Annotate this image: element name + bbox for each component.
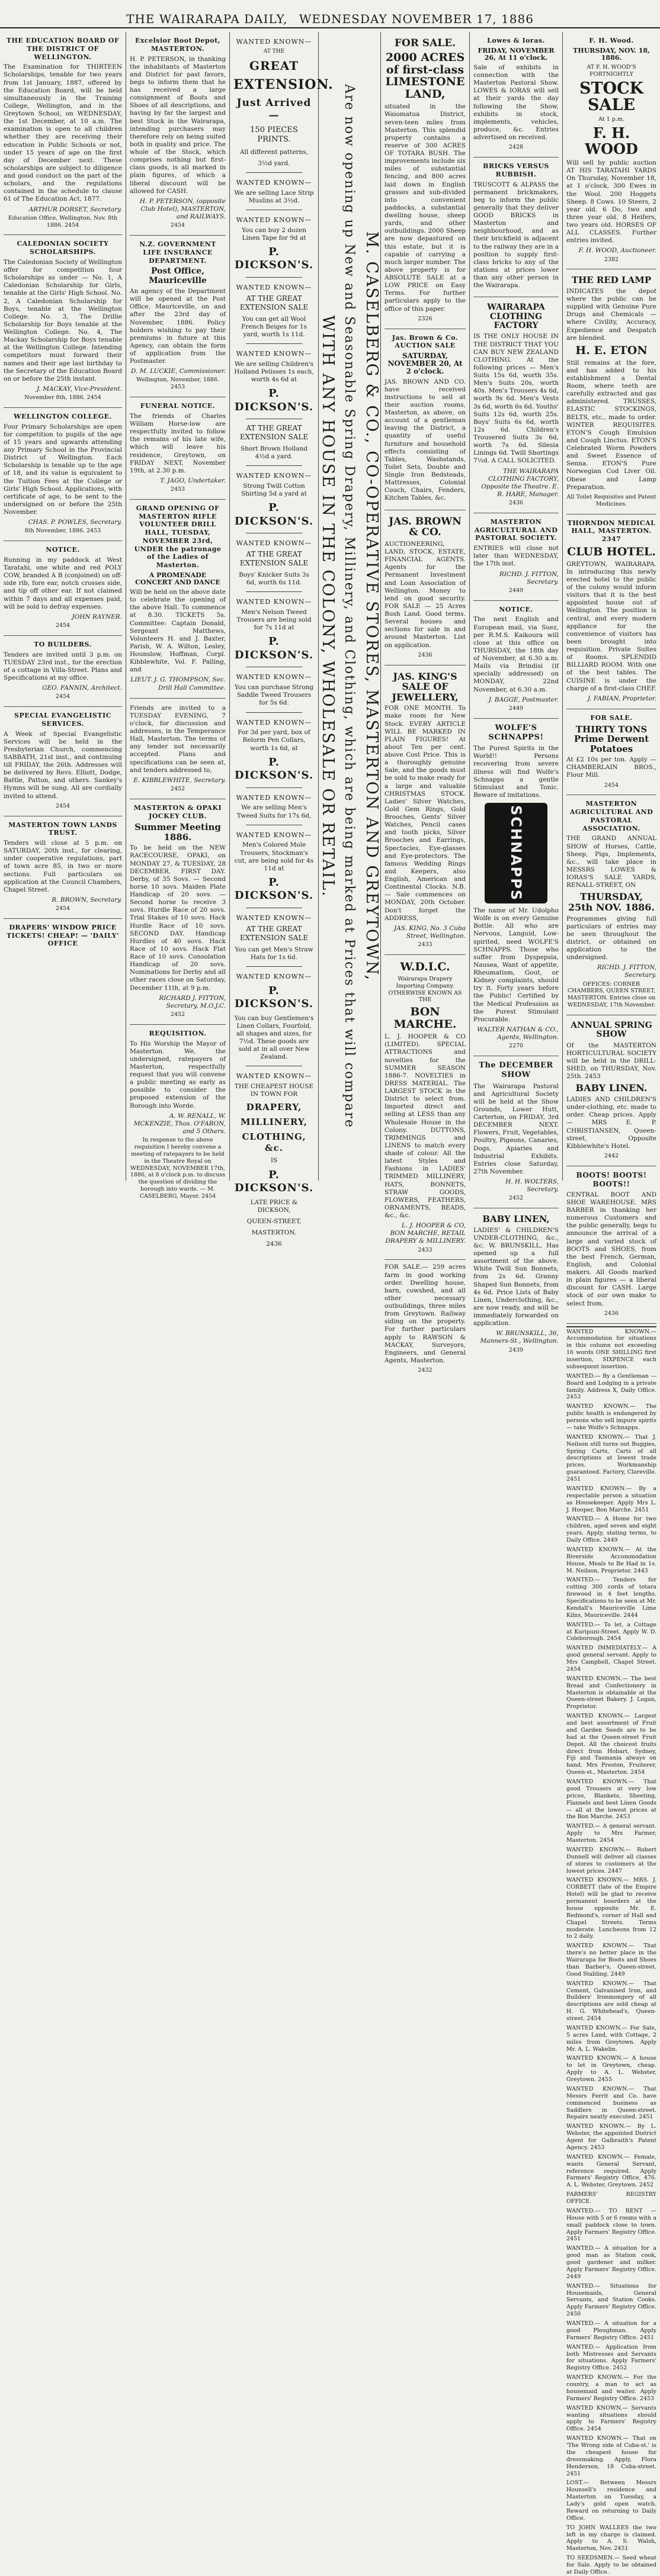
ad-footer: 2452 [170,785,185,792]
ad-title: Post Office, Mauriceville [149,266,207,285]
temperance-ad [130,699,226,799]
shirting-line: Strong Twill Cotton Shirting 5d a yard at [241,483,307,498]
classified-item: TO JOHN WALLEES the two left in my charge is claimed. Apply to A. S. Walsh, Masterton, Nov. 2451 [566,2524,656,2552]
ad-number: 2436 [266,1240,282,1247]
ad-body: INDICATES the depot where the public can be supplied with Genuine Pure Drugs and Chemicals — where Civility, Accuracy, Expedience and Despatch are blended. [566,287,656,342]
dickson-name: P. DICKSON'S. [234,984,314,1011]
ad-footer: 2436 [604,1310,619,1317]
ad-footer: 2452 [170,1011,185,1018]
wanted-known-label: WANTED KNOWN— [236,972,312,980]
caselberg-banner-column [318,32,380,1181]
extension-sale-label: AT THE GREAT EXTENSION SALE [239,924,309,942]
ad-heading: REQUISITION. [149,1029,207,1037]
ad-signature: E. KIBBLEWHITE, Secretary. [133,776,226,784]
ad-body: TRUSCOTT & ALPASS the permanent brickmakers, beg to inform the public generally that they deliver GOOD BRICKS in Masterton and neighbourhood, and as their brickfield is adjacent to the railway they are in a position to supply first-class bricks to any of the stations at prices lower than any other person in the Wairarapa. [473,181,559,290]
wanted-known-label: WANTED KNOWN— [236,349,312,358]
ad-body: LADIES' & CHILDREN'S UNDER-CLOTHING, &c., &c. W. BRUNSKILL, Has opened up a full assortment of the above. White Twill Sun Bonnets, from 2s 6d. Granny Shaped Sun Bonnets, from 4s 6d. Price Lists of Baby Linen, Underclothing, &c., are now ready, and will be immediately forwarded on application. [473,1226,559,1327]
to-builders-ad [4,636,122,707]
classified-item: WANTED KNOWN.— By a respectable person a situation as Housekeeper. Apply Mrs L. J. Hooper, Bon Marche. 2451 [566,1485,656,1513]
classified-item: WANTED KNOWN.— Largest and best assortment of Fruit and Garden Seeds are to be had at the Queen-street Fruit Depot. All the choicest fruits direct from Hobart, Sydney, Fiji and Tasmania always on hand. Mrs Preston, Fruiterer, Queen-st., Masterton. 2454 [566,1713,656,1776]
ad-footer: 2454 [170,222,185,229]
ad-heading: MASTERTON TOWN LANDS TRUST. [8,821,117,837]
great-heading: GREAT [249,59,299,73]
price-tickets-ad [4,919,122,955]
ad-footer: 2452 [508,1195,524,1202]
ad-footer: 2433 [418,1246,432,1253]
ad-signature: JAS. KING, No. 3 Cuba Street, Wellington. [394,924,466,940]
collars-box-line: For 3d per yard, box of Relorm Pen Collars, worth 1s 6d, at [238,729,310,752]
wanted-known-label: WANTED KNOWN— [236,914,312,922]
dickson-name: P. DICKSON'S. [234,387,314,413]
ad-footer: 2454 [55,622,71,629]
ad-footer: Education Office, Wellington, Nov. 8th 1886. 2454 [8,214,118,229]
funeral-notice-ad [130,397,226,500]
wanted-known-label: WANTED KNOWN— [236,178,312,186]
ad-heading: MASTERTON AGRICULTURAL AND PASTORAL SOCIETY. [474,517,558,542]
drapery-label: DRAPERY, [246,1102,302,1113]
ad-signature: A. W. RENALL, W. MCKENZIE, Thos. O'FARON, and 5 Others. [133,1112,226,1135]
classified-item: WANTED KNOWN.— For the country, a man to act as housemaid and waiter. Apply Farmers' Registry Office. 2453 [566,2374,656,2402]
ad-body: Friends are invited to a TUESDAY EVENING, 7 o'clock, for discussion and addresses, in the Temperance Hall, Masterton. The terms of any tender not necessarily accepted. Plans and specifications can be seen at, and tenders addressed to, [130,704,226,774]
spring-show-ad [566,1015,656,1166]
classified-item: WANTED.— A general servant. Apply to Mrs Farmer, Masterton. 2454 [566,1823,656,1844]
clothing-factory-ad [473,297,559,513]
ad-body: Running in my paddock at West Taratahi, one white and red POLY COW, branded A B (conjoined) on off-side rib, fore ear, notch crosses side, and tip off other ear. If not claimed within 7 days and all expenses paid, will be sold to defray expenses. [4,556,122,610]
banner-line-3: WITH ANY HOUSE IN THE COLONY, WHOLESALE OR RETAIL. [319,315,338,898]
ad-body: AUCTIONEERING, LAND, STOCK, ESTATE, FINANCIAL AGENTS. Agents for the Permanent Investment and Loan Association of Wellington. Money to lend on good security. FOR SALE — 25 Acres Bush Land. Good terms. Several houses and sections for sale in and around Masterton. List on application. [385,540,466,649]
ad-signature: F. H. WOOD, Auctioneer. [578,247,656,255]
ad-footer: 2453 [170,486,185,493]
extension-sale-label: AT THE GREAT EXTENSION SALE [239,550,309,567]
classified-item: WANTED.— Application from both Mistresses and Servants for situations. Apply Farmers' Registry Office. 2452 [566,2343,656,2372]
baby-linen-brunskill-ad [473,1208,559,1359]
ad-signature: CHAS. P. POWLES, Secretary. [28,519,122,526]
wanted-known-label: WANTED KNOWN— [236,283,312,291]
potatoes-ad [566,709,656,796]
ad-footer: 2382 [604,256,619,263]
patterns-line: All different patterns, [239,148,309,156]
red-lamp-ad [566,269,656,514]
ad-footer: 2449 [508,587,524,594]
ad-heading: BRICKS VERSUS RUBBISH. [483,162,549,178]
ad-intro: AT F. H. WOOD'S FORTNIGHTLY [587,63,636,78]
ad-body: CENTRAL BOOT AND SHOE WAREHOUSE. MRS BARBER in thanking her numerous Customers and the public generally, begs to announce the arrival of a large and varied stock of BOOTS and SHOES, from the best French, German, English, and Colonial makers. All Goods marked in plain figures — a liberal discount for CASH. Large stock of our own make to select from. [566,1191,656,1307]
ad-signature: R. BROWN, Secretary. [52,896,122,903]
dickson-name: P. DICKSON'S. [234,635,314,661]
life-insurance-ad [130,236,226,397]
ad-heading: TO BUILDERS. [34,640,92,648]
ad-body: The friends of Charles William Horse-low are respectfully invited to follow the remains of his late wife, which will leave his residence, Greytown, on FRIDAY NEXT, November 19th, at 2.30 p.m. [130,412,226,474]
ad-body: Of the MASTERTON HORTICULTURAL SOCIETY will be held in the DRILL-SHED, on THURSDAY, Nov. 25th. 2453 [566,1041,656,1080]
ad-heading: SPECIAL EVANGELISTIC SERVICES. [14,712,111,728]
clothing-label: CLOTHING, &c. [242,1131,306,1153]
ad-footer: 2432 [418,1367,432,1374]
ad-heading: N.Z. GOVERNMENT LIFE INSURANCE DEPARTMENT. [139,240,216,265]
jewellery-sale-ad [385,665,466,955]
baby-linen-heading: BABY LINEN. [575,1082,648,1094]
classified-item: WANTED IMMEDIATELY.— A good general servant. Apply to Mrs Campbell, Chapel Street. 2454 [566,1645,656,1673]
ad-body-2: LADIES AND CHILDREN'S under-clothing, etc. made to order. Cheap prices. Apply — MRS E. P. CHRISTIANSEN, Queen-street, Opposite Kibblewhite's Hotel. [566,1096,656,1150]
ad-body: situated in the Waiomatua District, seven-teen miles from Masterton. This splendid property contains a reserve of 300 ACRES OF TOTARA BUSH. The improvements include six miles of substantial fencing, and 800 acres laid down in English grasses and sub-divided into convenient paddocks, a substantial dwelling house, sheep yards, and other outbuildings. 2000 Sheep are now depastured on this estate, but it is capable of carrying a much larger number. The above property is for ABSOLUTE SALE at a LOW PRICE on Easy Terms. For further particulars apply to the office of this paper. [385,103,466,313]
ad-signature: GEO. FANNIN, Architect. [42,684,122,692]
ad-signature: ARTHUR DORSET, Secretary. [28,205,122,213]
boot-warehouse-ad [566,1166,656,1324]
tweed-suits-line: We are selling Men's Tweed Suits for 17s 6d, [236,804,312,819]
classified-item: WANTED KNOWN.— That J. Neilson still turns out Buggies, Spring Carts, Carts of all descriptions at lowest trade prices. Workmanship guaranteed. Factory, Clareville. 2451 [566,1433,656,1482]
classified-item: LOST.— Between Messrs Hounsell's residence and Masterton on Tuesday, a Lady's gold open watch. Reward on returning to Daily Office. [566,2479,656,2522]
issue-date: WEDNESDAY NOVEMBER 17, 1886 [299,12,534,26]
ad-body: IS THE ONLY HOUSE IN THE DISTRICT THAT YOU CAN BUY NEW ZEALAND CLOTHING. At the following prices — Men's Suits 15s 6d, worth 35s. Men's Suits 20s, worth 40s. Men's Trousers 4s 6d, worth 9s 6d. Men's Vests 3s 6d, worth 6s 6d. Youths' Suits 12s 6d, worth 25s. Boys' Suits 6s 6d, worth 12s 6d. Children's Trousered Suits 3s 6d, worth 7s 6d. Silesia Linings 6d. Twill Shortings 7½d. A CALL SOLICITED. [473,333,559,465]
ad-signature: THE WAIRARAPA CLOTHING FACTORY, Opposite the Theatre. E. R. HARE, Manager. [481,467,559,498]
caselberg-banner [316,44,383,1169]
ad-body: The Wairarapa Pastoral and Agricultural Society will be held at the Show Grounds, Lower Hutt, Carterton, on FRIDAY, 3rd DECEMBER NEXT. Flowers, Fruit, Vegetables, Poultry, Pigeons, Canaries, Dogs, Apiaries and Industrial Exhibits. Entries close Saturday, 27th November. [473,1082,559,1175]
classified-item: WANTED.— TO RENT — House with 5 or 6 rooms with a small paddock close to town. Apply Farmers' Registry Office. 2451 [566,2207,656,2243]
divider [246,966,303,967]
ad-signature: J. BAGGE, Postmaster. [488,696,559,703]
muslin-line: We are selling Lace Strip Muslins at 3½d. [234,189,314,204]
divider [246,343,303,344]
ad-body: Sale of exhibits in connection with the Masterton Pastoral Show. LOWES & IORAS will sell at their yards the day following the Show, exhibits in stock, implements, vehicles, produce, &c. Entries advertised on received. [473,63,559,141]
ad-body: An agency of the Department will be opened at the Post Office, Mauriceville, on and after the 23rd day of November, 1886. Policy holders wishing to pay their premiums in future at this Agency, can obtain the form of application from the Postmaster. [130,288,226,365]
ad-heading: F. H. Wood. [589,37,634,44]
bon-marche-heading: BON MARCHE. [393,1005,457,1031]
ad-body: Will sell by public auction AT HIS TARATAHI YARDS On Thursday, November 18, at 1 o'clock, 300 Ewes in the Wool. 200 Hoggets Sheep. 8 Cows. 10 Steers, 2 year old. 6 Do, two and three year old. 8 Heifers, two years old. HORSES OF ALL CLASSES. Further entries invited. [566,159,656,245]
ad-signature: JOHN RAYNER. [72,613,122,620]
ad-title: A PROMENADE CONCERT AND DANCE [135,571,220,586]
ad-signature: D. M. LUCKIE, Commissioner. [130,368,226,375]
ad-heading: Excelsior Boot Depot, MASTERTON. [134,37,220,53]
ad-signature: RICHARD J. FITTON, Secretary, M.O.J.C. [159,994,226,1009]
ad-body: The Examination for THIRTEEN Scholarships, tenable for two years from 1st January, 1887, offered by the Education Board, will be held simultaneously in the Training College, Wellington, and in the Greytown School, on WEDNESDAY, the 1st December, at 10 a.m. The examination is open to all children whether they are receiving their education in Public Schools or not, under 15 years of age on the first day of December next. These scholarships are subject to diligence and good conduct on the part of the scholars, and the regulations contained in the schedule to clause 61 of The Education Act, 1877. [4,63,122,203]
dickson-name: P. DICKSON'S. [234,876,314,902]
ad-heading: The DECEMBER SHOW [479,1061,553,1080]
bon-marche-ad [385,955,466,1260]
dickson-name: P. DICKSON'S. [234,755,314,782]
ad-signature: J. FABIAN, Proprietor. [587,694,656,702]
ad-signature: RICHD. J. FITTON, Secretary. [499,570,559,586]
classified-item: WANTED KNOWN.— That good Trousers at very low prices, Blankets, Sheeting, Flannels and best Linen Goods — all at the lowest prices at the Bon Marche. 2453 [566,1779,656,1821]
ad-heading: THE EDUCATION BOARD OF THE DISTRICT OF WELLINGTON. [6,37,120,61]
annual-show-ad [566,795,656,1015]
price-line: 3½d yard. [258,159,290,167]
ad-title: CLUB HOTEL. [567,545,656,558]
ad-footer: In response to the above requisition I hereby convene a meeting of ratepayers to be held in the Theatre Royal on WEDNESDAY, NOVEMBER 17th, 1886, at 8 o'clock p.m. to discuss the question of dividing the borough into wards. — M. CASELBERG, Mayor. 2454 [130,1137,226,1200]
auction-sale-ad [385,329,466,510]
ad-time: At 1 p.m. [598,116,624,123]
ad-body: FOR ONE MONTH. To make room for New Stock. EVERY ARTICLE WILL BE MARKED IN PLAIN FIGURES! At about Ten per cent. above Cost Price. This is a thoroughly genuine Sale, and the goods must be sold to make ready for a large and valuable CHRISTMAS STOCK. Ladies' Silver Watches, Gold Gem Rings, Gold Brooches, Gents' Silver Watches, Pencil cases and tooth picks, Silver Brooches and Earrings, Spectacles, Eye-glasses and Eye-protectors. The famous Wedding Rings and Keepers, also English, American and Continental Clocks. N.B. — Sale commences on MONDAY, 20th October. Don't forget the ADDRESS, [385,705,466,922]
ad-title: SATURDAY, NOVEMBER 20, At 2 o'clock. [387,352,463,376]
prints-count: 150 PIECES PRINTS. [250,126,298,144]
classifieds-list [566,1326,656,2576]
pelisses-line: We are selling Children's Holland Pelisses 1s each, worth 4s 6d at [234,360,314,383]
ad-footer: 2454 [55,905,71,912]
wanted-known-label: WANTED KNOWN— [236,38,312,46]
ad-body: GREYTOWN, WAIRARAPA. In introducing this newly erected hotel to the public of the colony would inform visitors that it is the best appointed house out of Wellington. The position is central, and every modern appliance for the convenience of visitors has been brought into requisition. Private Suites of Rooms. SPLENDID BILLIARD ROOM. With one of the best tables. The CUISINE is under the charge of a first-class CHEF. [566,560,656,692]
lowes-ioras-ad [473,32,559,157]
classified-item: FARMERS' REGISTRY OFFICE. [566,2191,656,2205]
tweed-trousers-line: Men's Nelson Tweed Trousers are being sold for 7s 11d at [236,609,312,632]
bottle-label: SCHNAPPS [508,805,524,902]
paper-title: THE WAIRARAPA DAILY, [126,12,288,26]
ad-footer: 2454 [604,782,619,789]
divider [246,465,303,466]
classified-item: WANTED KNOWN.— For Sale, 5 acres Land, with Cottage, 2 miles from Greytown. Apply Mr. A. L. Wakelin. [566,2024,656,2053]
masthead [0,12,660,28]
ad-body: ENTRIES will close not later than WEDNESDAY, the 17th inst. [473,545,559,568]
classified-item: WANTED KNOWN.— The public health is endangered by persons who sell impure spirits — take Wolfe's Schnapps. [566,1403,656,1431]
boot-depot-ad [130,32,226,236]
ad-heading: CALEDONIAN SOCIETY SCHOLARSHIPS. [17,240,109,256]
ad-heading: MASTERTON AGRICULTURAL AND PASTORAL ASSOCIATION. [569,800,653,832]
classified-item: WANTED.— To let, a Cottage at Kuripuni-Street. Apply W. D. Coleborough. 2454 [566,1621,656,1642]
classified-item: WANTED.— A Home for two children, aged seven and eight years. Apply, stating terms, to Daily Office. 2449 [566,1516,656,1543]
ad-signature: J. MACKAY, Vice-President. [37,385,122,393]
classified-item: WANTED KNOWN.— MRS. J. CORBETT (late of the Empire Hotel) will be glad to receive permanent boarders at the house opposite Mr. E. Redmond's, corner of Hall and Chapel Streets. Terms moderate. Luncheons from 12 to 2 daily. [566,1877,656,1940]
ad-signature: RICHD. J. FITTON, Secretary. [597,964,656,979]
banner-line-1: M. CASELBERG & CO., CO-OPERATIVE STORES, MASTERTON AND GREYTOWN, [363,231,381,982]
extension-heading: EXTENSION. [233,77,334,92]
wellington-college-ad [4,408,122,541]
ad-body: Tenders will close at 5 p.m. on SATURDAY, 20th inst., for clearing, under cooperative regulations, part of town acre 85, in two or more sections. Full particulars on application at the Council Chambers, Chapel Street. [4,840,122,893]
divider [246,787,303,788]
town-line: MASTERTON. [251,1228,297,1236]
ad-signature: L. J. HOOPER & CO, BON MARCHE, RETAIL DRAPERY & MILLINERY. [385,1222,466,1245]
december-show-ad [473,1056,559,1208]
classified-item: WANTED KNOWN.— That on 'The Wrong side of Cuba-st.' is the cheapest house for dressmaking. Apply, Flora Henderson, 18 Cuba-street. 2451 [566,2435,656,2477]
classified-item: WANTED KNOWN.— Robert Dunnell will deliver all classes of stores to customers at the lowest prices. 2447 [566,1846,656,1874]
ad-heading: WOLFE'S SCHNAPPS! [488,723,544,742]
ad-body: FOR SALE.— 259 acres farm in good working order. Dwelling house, barn, cowshed, and all other necessary outbuildings, three miles from Greytown. Railway siding on the property. For further particulars apply to RAWSON & MACKAY, Surveyors, Engineers, and General Agents, Masterton. [385,1263,466,1364]
classified-item: WANTED KNOWN.— That Messrs Ferrit and Co. have commenced business as Saddlers in Queen-street. Repairs neatly executed. 2451 [566,2085,656,2121]
ad-title: JAS. BROWN & CO. [389,515,462,539]
classified-item: WANTED KNOWN.— Servants wanting situations should apply to Farmers' Registry Office. 2454 [566,2404,656,2433]
classified-item: TO SEEDSMEN.— Seed wheat for Sale. Apply to be obtained at Daily Office. [566,2555,656,2575]
ad-body: Will be held on the above date to celebrate the opening of the above Hall. To commence at 8.30. TICKETS 5s. Committee: Captain Donald, Sergeant Matthews, Volunteers H. and J. Baxter, Parish, W. A. Wilton, Lesley, Hounslow, Hoffman, Corpl. Kibblewhite, Vol. F. Palling, and [130,588,226,674]
ad-signature: T. JAGO, Undertaker. [160,477,226,484]
ad-footer: Wellington, November, 1886. 2453 [136,377,220,391]
limestone-land-ad [385,32,466,329]
classified-item: WANTED KNOWN.— The best Bread and Confectionery in Masterton is obtainable at the Queen-street Bakery. J. Logan, Proprietor. [566,1675,656,1710]
ad-heading: THORNDON MEDICAL HALL, MASTERTON. 2347 [567,519,656,543]
saddle-tweed-line: You can purchase Strong Saddle Tweed Trousers for 5s 6d. [234,684,314,707]
mole-trousers-line: Men's Colored Mole Trousers, Stockman's cut, are being sold for 4s 11d at [234,841,314,872]
dickson-name: P. DICKSON'S. [234,245,314,272]
ad-footer: 2428 [508,144,524,151]
ad-body: To be held on the NEW RACECOURSE, OPAKI, on MONDAY 27, & TUESDAY, 28 DECEMBER. FIRST DAY. Derby, of 35 Sovs. — Second horse 10 sovs. Maiden Plate Handicap of 20 sovs. — Second horse to receive 3 sovs. Hurdle Race of 20 sovs. Trial Stakes of 10 sovs. Hack Hurdle Race of 10 sovs. SECOND DAY. Handicap Hurdles of 40 sovs. Hack Race of 10 sovs. Hack Flat Race of 10 sovs. Consolation Handicap of 20 sovs. Nominations for Derby and all other races close on Saturday, December 11th, at 9 p.m. [130,844,226,992]
chemist-name: H. E. ETON [575,343,648,357]
column-6 [469,32,562,1353]
divider [246,172,303,173]
ad-footer: November 8th, 1886. 2454 [24,394,101,401]
ad-title: Summer Meeting 1886. [134,822,221,842]
ad-body: At £2 10s per ton. Apply — CHAMBERLAIN BROS., Flour Mill. [566,756,656,779]
at-the-label: AT THE [263,48,285,54]
wanted-known-label: WANTED KNOWN— [236,673,312,681]
classified-item: WANTED KNOWN.— That Cement, Galvanised Iron, and Builders' Ironmongery of all descriptions are sold cheap at H. G. Whitehead's, Queen-street. 2454 [566,1980,656,2022]
ad-heading: GRAND OPENING OF MASTERTON RIFLE VOLUNTEER DRILL HALL, TUESDAY, NOVEMBER 23rd, UNDER the patronage of the Ladies of Masterton. [134,504,222,570]
ad-heading: Jas. Brown & Co. AUCTION SALE [392,333,459,350]
cheapest-house-line: THE CHEAPEST HOUSE IN TOWN FOR [234,1083,314,1098]
brown-holland-line: Short Brown Holland 4½d a yard. [241,445,307,461]
agricultural-entries-ad [473,513,559,601]
ad-heading: NOTICE. [499,605,533,613]
schnapps-ad [473,719,559,1056]
straw-hats-line: You can get Men's Straw Hats for 1s 6d. [235,946,313,961]
classified-item: WANTED.— A situation for a good Ploughman. Apply Farmers' Registry Office. 2451 [566,2320,656,2341]
classified-item: WANTED.— A situation for a good man as Station cook, good gardener and milker. Apply Farmers' Registry Office. 2449 [566,2245,656,2280]
ad-footer: 2433 [418,941,432,948]
ad-heading: ANNUAL SPRING SHOW [571,1021,652,1040]
dickson-name: P. DICKSON'S. [234,1168,314,1194]
classified-item: WANTED KNOWN.— Accommodation for situations in this column not exceeding 16 words ONE SHILLING first insertion, SIXPENCE each subsequent insertion. [566,1328,656,1370]
classified-item: WANTED KNOWN.— That there's no better place in the Wairarapa for Boots and Shoes than Barber's, Queen-street. Good Stabling. 2449 [566,1943,656,1977]
ad-heading: DRAPERS' WINDOW PRICE TICKETS! CHEAP! — 'DAILY' OFFICE [7,923,119,948]
column-1 [0,32,126,1181]
extension-sale-label: AT THE GREAT EXTENSION SALE [239,424,309,441]
ad-body-2: Still remains at the fore, and has added to his establishment a Dental Room, where teeth are carefully extracted and gas administered. TRUSSES, ELASTIC STOCKINGS, BELTS, etc., made to order. WINTER REQUISITES. ETON'S Cough Emulsion and Cough Linctus. ETON'S Celebrated Worm Powders and Sweet Essence of Senna. ETON'S Pure Norwegian Cod Liver Oil. Obese and Lamp Preparation. [566,359,656,491]
ad-body: Four Primary Scholarships are open for competition to pupils of the age of 15 years and upwards attending any Primary School in the Provincial District of Wellington. Each Scholarship is tenable up to the age of 18, and its value is equivalent to the Tuition Fees at the College or Girls' High School. Applications, with certificate of age, to be sent to the undersigned on or before the 25th November. [4,423,122,516]
ad-heading: Lowes & Ioras. [487,37,545,44]
late-firm-line: LATE PRICE & DICKSON, [250,1198,298,1214]
wanted-known-label: WANTED KNOWN— [236,539,312,548]
ad-body: To His Worship the Mayor of Masterton. We, the undersigned, ratepayers of Masterton, respectfully request that you will convene a public meeting as early as possible to consider the proposed extension of the Borough into Worde. [130,1040,226,1109]
ad-signature: H. H. WOLTERS, Secretary. [505,1178,559,1194]
divider [246,591,303,592]
extension-sale-label: AT THE GREAT EXTENSION SALE [239,294,309,311]
column-5 [380,32,469,1374]
classified-item: WANTED.— Situations for Housemaids, General Servants, and Station Cooks. Apply Farmers' Registry Office. 2450 [566,2282,656,2318]
column-7 [562,32,660,2575]
stock-sale-ad [566,32,656,269]
ad-body-2: The name of Mr. Udolpho Wolfe is on every Genuine Bottle. All who are Nervous, Languid, Low-spirited, need WOLFE'S SCHNAPPS. Those who suffer from Dyspepsia, Nausea, Want of appetite, Rheumatism, Gout, or Kidney complaints, should try it. Forty years before the Public! Certified by the Medical Profession as the Purest Stimulant Procurable. [473,907,559,1023]
ad-signature: H. P. PETERSON, (opposite Club Hotel), MASTERTON, and RAILWAYS. [139,197,226,220]
ad-heading: FUNERAL NOTICE. [140,402,216,410]
ad-title: FRIDAY, NOVEMBER 26, At 11 o'clock. [478,46,555,62]
ad-body: The next English and European mail, via Suez, per R.M.S. Kaikoura will close at this office on THURSDAY, the 18th day of November, at 6.30 a.m. Mails via Brindisi (if specially addressed) on MONDAY, 22nd November, at 6.30 a.m. [473,616,559,693]
ad-footer: 2436 [418,651,432,658]
ad-heading: MASTERTON & OPAKI JOCKEY CLUB. [133,803,222,820]
ad-body: The Purest Spirits in the World!! Persons recovering from severe illness will find Wolfe's Schnapps a gentle Stimulant and Tonic. Beware of imitations. [473,745,559,799]
ad-body: JAS. BROWN AND CO. have received instructions to sell at their auction rooms, Masterton, as above, on account of a gentleman leaving the District, a quantity of useful furniture and household effects consisting of Tables, Washstands, Toilet Sets, Double and Single Iron Bedsteads, Mattresses, Colonial Couch, Chairs, Fenders, Kitchen Tables, &c. [385,378,466,502]
farm-for-sale-ad [385,1260,466,1380]
ad-body: A Week of Special Evangelistic Services will be held in the Presbyterian Church, commencing SABBATH, 21st inst., and continuing till FRIDAY, the 26th. Addresses will be delivered by Revs. Elliott, Dodge, Battle, Patton, and others. Sankey's Hymns will be sung. All are cordially invited to attend. [4,730,122,800]
drill-hall-opening-ad [130,500,226,699]
ad-heading: THE RED LAMP [571,275,652,286]
bricks-ad [473,157,559,297]
evangelistic-services-ad [4,707,122,816]
street-line: QUEEN-STREET, [246,1217,302,1225]
classified-item: WANTED KNOWN.— By L. Webster, the appointed District Agent for Galbraith's Patent Agency. 2453 [566,2123,656,2151]
ad-signature: W. BRUNSKILL, 36, Manners-St., Wellington. [480,1330,559,1345]
education-board-ad [4,32,122,235]
ad-footer: 2326 [418,315,432,322]
show-date: THURSDAY, 25th NOV. 1886. [568,891,655,913]
ad-heading: NOTICE. [46,546,80,554]
ad-signature: All Toilet Requisites and Patent Medicines. [566,493,656,507]
banner-line-2: Are now opening up New and Seasonable Spring Drapery, Millinery, and Clothing, which are being marked at Prices that will compare [342,84,357,1128]
wanted-known-label: WANTED KNOWN— [236,472,312,480]
ad-footer: 2436 [508,500,524,507]
stock-sale-heading: STOCK SALE [579,79,644,115]
ad-footer: 2454 [55,693,71,700]
ad-signature: WALTER NATHAN & CO., Agents, Wellington. [477,1025,559,1041]
ad-footer: 2454 [55,802,71,809]
column-2 [126,32,229,1200]
ad-title: THIRTY TONS Prime Derwent Potatoes [574,723,649,754]
jas-brown-agency-ad [385,510,466,665]
ad-footer: 8th November, 1886. 2453 [24,528,101,535]
ad-heading: BOOTS! BOOTS! BOOTS!! [576,1170,647,1188]
ad-footer: 2439 [508,1346,524,1353]
ad-footer: 2270 [508,1043,524,1050]
ad-heading: FOR SALE. [590,713,633,722]
ad-footer: OFFICES: CORNER CHAMBERS, QUEEN STREET, MASTERTON. Entries close on WEDNESDAY, 17th November. [567,980,656,1009]
millinery-label: MILLINERY, [241,1117,307,1128]
ad-title: JAS. KING'S SALE OF JEWELLERY, [392,670,459,703]
ad-title: WAIRARAPA CLOTHING FACTORY [487,303,545,331]
wanted-known-label: WANTED KNOWN— [236,793,312,802]
divider [246,712,303,713]
linen-collars-line: You can buy Gentlemen's Linen Collars, Fourfold, all shapes and sizes, for 7½d. These goods are sold at in all over New Zealand. [234,1014,314,1061]
dickson-name: P. DICKSON'S. [234,501,314,528]
ad-footer: 2449 [508,705,524,712]
is-label: IS [270,1157,278,1165]
divider [246,277,303,278]
ad-body: H. P. PETERSON, in thanking the inhabitants of Masterton and District for past favors, begs to inform them that he has received a large consignment of Boots and Shoes of all descriptions, and having by far the largest and best Stock in the Wairarapa, intending purchasers may therefore rely on being suited both in quality and price. The whole of the Stock, which comprises nothing but first-class goods, is all marked in plain figures, of which a liberal discount will be allowed for CASH. [130,55,226,195]
ad-footer: 2442 [604,1152,619,1159]
ad-title: W.D.I.C. [400,960,450,973]
ad-heading: FOR SALE. [394,37,456,49]
wanted-known-label: WANTED KNOWN— [236,1072,312,1080]
classified-item: WANTED.— Tenders for cutting 300 cords of totara firewood in 4 feet lengths. Specifications to be seen at Mr. Kendall's Mauriceville Lime Kilns, Mauriceville. 2444 [566,1577,656,1619]
classified-item: WANTED.— By a Gentleman — Board and Lodging in a private family. Address X, Daily Office. 2453 [566,1372,656,1401]
mail-notice-ad [473,601,559,719]
jockey-club-ad [130,799,226,1025]
classified-item: WANTED KNOWN.— Female, wants General Servant, reference required. Apply Farmers' Registry Office, 476. A. L. Webster, Greytown. 2452 [566,2153,656,2189]
ad-title: 2000 ACRES of first-class LIMESTONE LAND, [385,50,465,101]
ad-body: The Caledonian Society of Wellington offer for competition four Scholarships as under — No. 1, A Caledonian Scholarship for Girls, tenable at the Girls' High School. No. 2, A Caledonian Scholarship for Boys, tenable at the Wellington College. No. 3, The Drillie Scholarship for Boys tenable at the Wellington College. No. 4, The Mackay Scholarship for Boys tenable at the Wellington College. Intending competitors must forward their names and their age last birthday to the Secretary of the Education Board on or before the 25th instant. [4,258,122,382]
wanted-known-label: WANTED KNOWN— [236,598,312,606]
caledonian-society-ad [4,235,122,408]
classified-item: WANTED KNOWN.— At the Riverside Accommodation House, Meals to Be Had in 1s. M. Neilson, Proprietor. 2443 [566,1546,656,1574]
notice-ad [4,541,122,636]
ad-signature: LIEUT. J. G. THOMPSON, Sec. Drill Hall Committee. [130,676,226,692]
ad-body: THE GRAND ANNUAL SHOW of Horses, Cattle, Sheep, Pigs, Implements, &c., will take place in MESSRS LOWES & IORAS'S SALE YARDS, RENALL-STREET, ON [566,835,656,889]
requisition-ad [130,1025,226,1206]
classified-item: WANTED KNOWN.— A house to let in Greytown, cheap. Apply to A. L. Webster, Greytown. 2455 [566,2055,656,2083]
tape-line: You can buy 2 dozen Linen Tape for 9d at [241,226,306,242]
club-hotel-ad [566,514,656,709]
ad-title: BABY LINEN, [482,1214,550,1225]
ad-subtitle: Wairarapa Drapery Importing Company. OTHERWISE KNOWN AS THE [388,975,462,1004]
auctioneer-name: F. H. WOOD [585,124,638,157]
ad-body-2: Programmes giving full particulars of entries may be seen throughout the district, or obtained on application to the undersigned. [566,915,656,961]
knicker-suits-line: Boys' Knicker Suits 3s 6d, worth 6s 11d. [239,571,309,587]
ad-heading: WELLINGTON COLLEGE. [14,412,112,420]
schnapps-bottle-illustration [485,803,547,903]
wanted-known-label: WANTED KNOWN— [236,718,312,726]
ad-body: L. J. HOOPER & CO (LIMITED). SPECIAL ATTRACTIONS and novelties for the SUMMER SEASON 1886-7. NOVELTIES in DRESS MATERIAL. The LARGEST STOCK in the District to select from. Imported direct and selling at LESS than any Wholesale House in the Colony. DUTTONS, TRIMMINGS and LINENS to match every shade of colour. All the latest Styles and Fashions in LADIES' TRIMMED MILLINERY, HATS, BONNETS, STRAW GOODS, FLOWERS, FEATHERS, ORNAMENTS, BEADS, &c., &c. [385,1033,466,1220]
french-beiges-line: You can get all Wool French Beiges for 1s yard, worth 1s 11d. [241,315,307,338]
just-arrived-heading: Just Arrived— [236,97,312,121]
town-lands-trust-ad [4,816,122,919]
ad-body: Tenders are invited until 3 p.m. on TUESDAY 23rd inst., for the erection of a cottage in Villa-Street. Plans and Specifications at my office. [4,651,122,681]
ad-date: THURSDAY, NOV. 18, 1886. [573,46,650,62]
wanted-known-label: WANTED KNOWN— [236,831,312,839]
wanted-known-label: WANTED KNOWN— [236,216,312,224]
